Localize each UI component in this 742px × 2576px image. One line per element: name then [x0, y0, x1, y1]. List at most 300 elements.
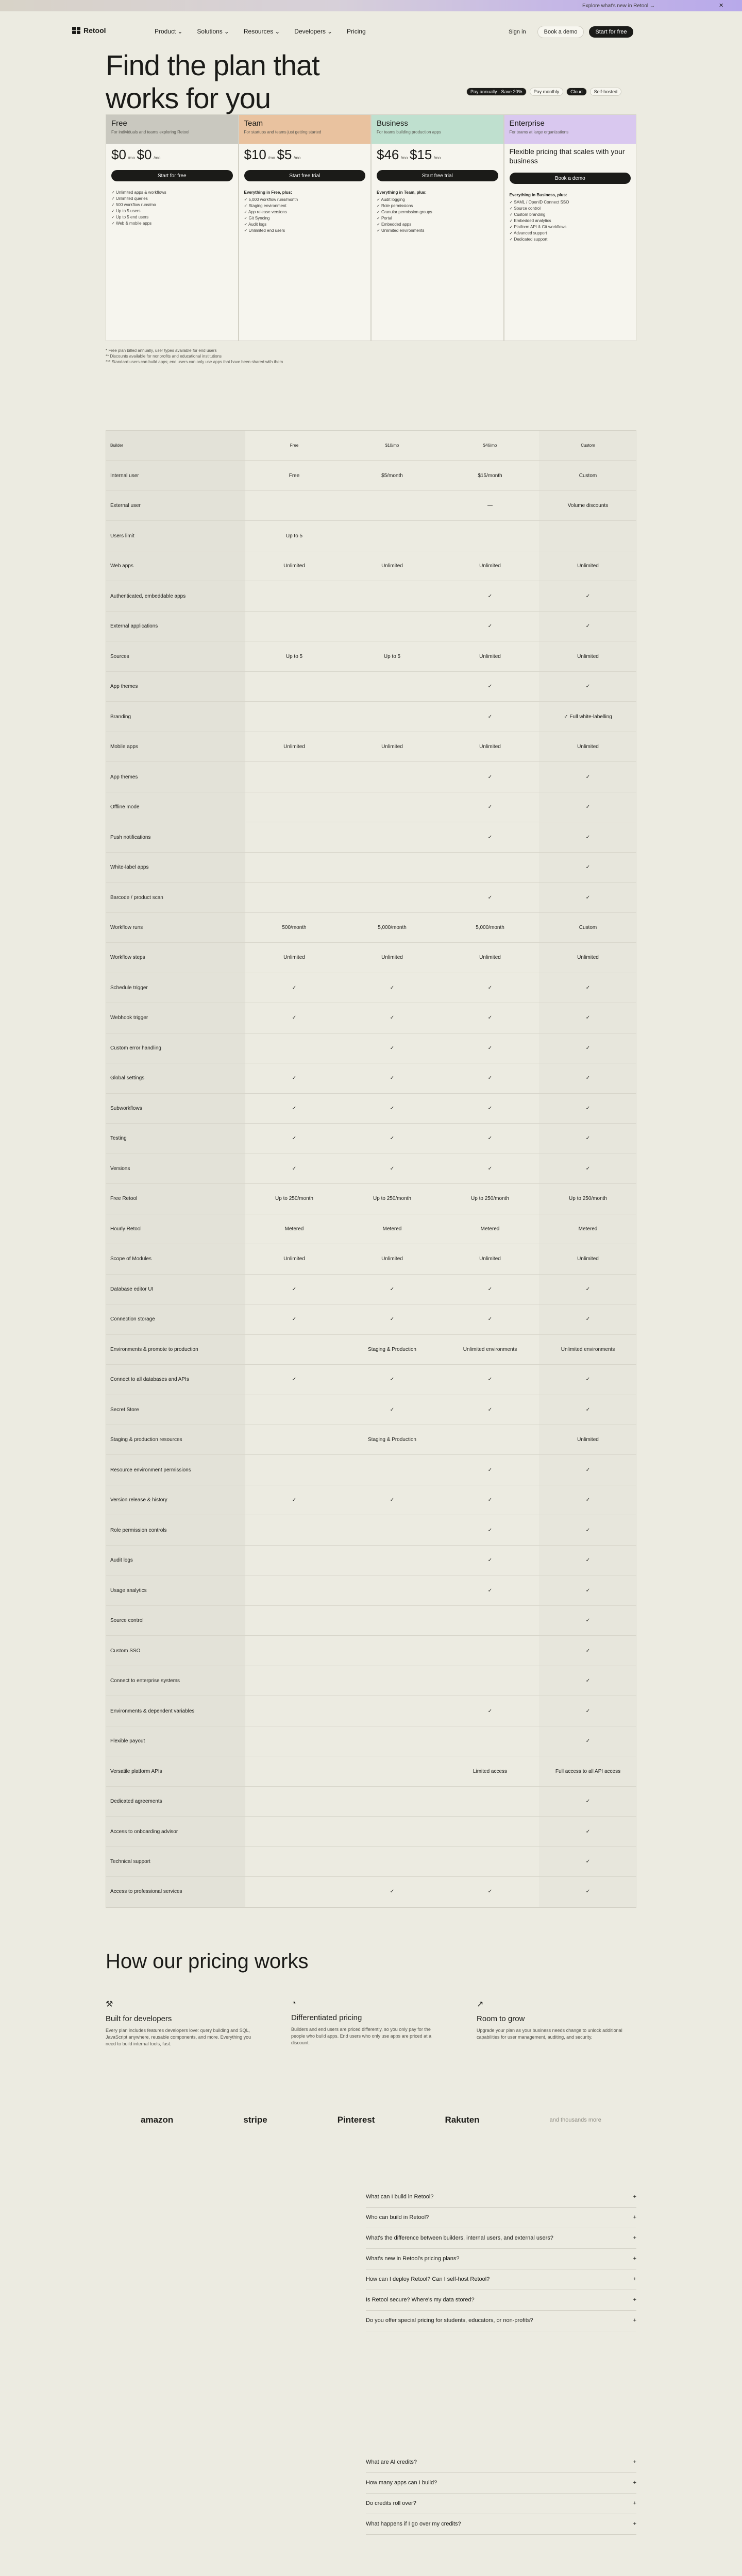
- table-cell: ✓: [292, 1316, 297, 1323]
- row-label: Custom error handling: [106, 1033, 245, 1063]
- table-cell: Custom: [539, 431, 637, 460]
- feature-item: ✓ Unlimited apps & workflows: [111, 190, 233, 196]
- table-row: [106, 1124, 636, 1154]
- table-cell: Unlimited environments: [539, 1335, 637, 1364]
- row-label: Schedule trigger: [106, 973, 245, 1003]
- plus-icon: +: [633, 2317, 636, 2324]
- table-cell: ✓: [292, 1497, 297, 1503]
- table-cell: ✓: [487, 684, 493, 690]
- row-label: Version release & history: [106, 1485, 245, 1515]
- table-cell: [343, 1666, 441, 1696]
- table-cell: Unlimited: [539, 641, 637, 671]
- table-cell: ✓: [487, 1708, 493, 1714]
- row-label: Environments & dependent variables: [106, 1696, 245, 1725]
- faq-item[interactable]: [366, 2514, 636, 2535]
- faq-item[interactable]: [366, 2269, 636, 2290]
- table-cell: [441, 1787, 539, 1816]
- pinterest-logo: Pinterest: [337, 2115, 375, 2125]
- table-cell: [441, 1666, 539, 1696]
- feature-item: ✓ Unlimited queries: [111, 196, 233, 202]
- plan-price: $10 /mo $5 /mo: [244, 147, 301, 162]
- feature-item: ✓ Portal: [377, 215, 498, 222]
- row-label: Environments & promote to production: [106, 1335, 245, 1364]
- row-label: Hourly Retool: [106, 1214, 245, 1244]
- table-row: [106, 521, 636, 551]
- table-cell: [343, 612, 441, 641]
- table-cell: ✓: [487, 774, 493, 780]
- row-label: Connection storage: [106, 1304, 245, 1334]
- table-cell: Unlimited: [283, 1256, 305, 1262]
- feature-item: ✓ Embedded apps: [377, 222, 498, 228]
- plan-price: $46 /mo $15 /mo: [377, 147, 441, 162]
- faq-item[interactable]: [366, 2249, 636, 2269]
- table-cell: ✓: [292, 1286, 297, 1292]
- table-cell: [441, 853, 539, 882]
- table-cell: ✓: [487, 1467, 493, 1473]
- feature-item: ✓ Embedded analytics: [510, 218, 631, 224]
- table-cell: ✓: [487, 1075, 493, 1081]
- table-cell: [245, 762, 343, 791]
- start-free-button[interactable]: Start for free: [589, 26, 633, 38]
- table-cell: Metered: [539, 1214, 637, 1244]
- table-cell: [441, 1726, 539, 1756]
- row-label: Flexible payout: [106, 1726, 245, 1756]
- table-cell: 500/month: [282, 924, 307, 930]
- table-cell: Unlimited: [283, 955, 305, 961]
- table-cell: [343, 792, 441, 822]
- plus-icon: +: [633, 2480, 636, 2486]
- table-cell: [245, 853, 343, 882]
- table-cell: [343, 491, 441, 520]
- table-row: [106, 1425, 636, 1455]
- table-cell: [343, 1817, 441, 1846]
- how-col-text: Upgrade your plan as your business needs change to unlock additional capabilities for user management, auditing, and security.: [477, 2028, 622, 2040]
- table-cell: ✓: [539, 1455, 637, 1484]
- table-cell: [343, 672, 441, 701]
- plan-name: Team: [244, 119, 263, 128]
- table-cell: [245, 1756, 343, 1786]
- table-cell: ✓: [539, 1003, 637, 1032]
- row-label: Access to onboarding advisor: [106, 1817, 245, 1846]
- table-header-row: [106, 431, 636, 461]
- table-cell: ✓: [539, 1726, 637, 1756]
- plan-header: [372, 115, 503, 144]
- table-cell: ✓: [487, 834, 493, 840]
- feature-item: ✓ SAML / OpenID Connect SSO: [510, 199, 631, 206]
- table-cell: [245, 1606, 343, 1635]
- faq-question: Is Retool secure? Where's my data stored?: [366, 2297, 475, 2303]
- table-cell: ✓: [539, 762, 637, 791]
- how-col: [291, 1999, 446, 2047]
- table-cell: ✓: [487, 1497, 493, 1503]
- plus-icon: +: [633, 2521, 636, 2527]
- table-row: [106, 1214, 636, 1244]
- table-cell: ✓: [292, 1105, 297, 1111]
- feature-item: ✓ Audit logging: [377, 197, 498, 203]
- feature-item: ✓ Dedicated support: [510, 236, 631, 243]
- table-cell: [245, 1575, 343, 1605]
- how-col-text: Builders and end users are priced differently, so you only pay for the people who build apps. End users who only use apps are priced at a discount.: [291, 2027, 432, 2045]
- table-cell: ✓: [390, 985, 395, 991]
- table-cell: Custom: [539, 461, 637, 490]
- table-row: [106, 1365, 636, 1395]
- row-label: Scope of Modules: [106, 1244, 245, 1274]
- table-cell: [245, 1546, 343, 1575]
- feature-item: ✓ Role permissions: [377, 203, 498, 209]
- plus-icon: +: [633, 2214, 636, 2221]
- table-cell: ✓: [390, 1136, 395, 1142]
- table-cell: ✓: [487, 1165, 493, 1172]
- table-cell: [343, 1726, 441, 1756]
- table-cell: ✓: [292, 985, 297, 991]
- row-label: Push notifications: [106, 822, 245, 852]
- close-icon[interactable]: ✕: [719, 3, 724, 9]
- table-cell: ✓: [487, 1316, 493, 1323]
- table-row: [106, 913, 636, 943]
- growth-icon: ↗: [477, 2000, 484, 2009]
- plan-cta-button[interactable]: Start free trial: [377, 170, 498, 181]
- table-row: [106, 1455, 636, 1485]
- plan-features: [504, 188, 636, 247]
- faq-question: How many apps can I build?: [366, 2480, 437, 2486]
- toggle-cloud[interactable]: Cloud: [566, 88, 587, 96]
- table-row: [106, 551, 636, 581]
- table-cell: ✓: [539, 883, 637, 912]
- chevron-down-icon: ⌄: [327, 28, 333, 35]
- footnote: ** Discounts available for nonprofits and educational institutions: [106, 354, 222, 359]
- faq-item[interactable]: [366, 2494, 636, 2514]
- table-cell: ✓: [390, 1015, 395, 1021]
- plan-cta-button[interactable]: Start free trial: [244, 170, 366, 181]
- row-label: External user: [106, 491, 245, 520]
- table-row: [106, 1877, 636, 1907]
- faq-item[interactable]: [366, 2290, 636, 2311]
- table-row: [106, 822, 636, 852]
- table-row: [106, 612, 636, 641]
- row-label: Connect to enterprise systems: [106, 1666, 245, 1696]
- row-label: Dedicated agreements: [106, 1787, 245, 1816]
- row-label: Web apps: [106, 551, 245, 581]
- table-cell: [441, 1817, 539, 1846]
- table-cell: ✓: [487, 1406, 493, 1413]
- table-cell: [245, 1817, 343, 1846]
- table-cell: ✓: [487, 985, 493, 991]
- table-cell: Unlimited: [539, 732, 637, 761]
- faq-question: What happens if I go over my credits?: [366, 2521, 461, 2527]
- amazon-logo: amazon: [141, 2115, 174, 2125]
- table-cell: Metered: [480, 1226, 500, 1232]
- table-cell: ✓: [539, 1847, 637, 1876]
- table-row: [106, 1485, 636, 1515]
- toggle-monthly[interactable]: Pay monthly: [530, 88, 564, 96]
- table-cell: [245, 1455, 343, 1484]
- chevron-down-icon: ⌄: [177, 28, 183, 35]
- table-cell: [343, 1546, 441, 1575]
- plan-footnotes: [106, 348, 636, 365]
- row-label: Technical support: [106, 1847, 245, 1876]
- table-cell: ✓: [390, 1316, 395, 1323]
- plus-icon: +: [633, 2276, 636, 2282]
- table-cell: [245, 612, 343, 641]
- plus-icon: +: [633, 2256, 636, 2262]
- table-cell: [245, 1726, 343, 1756]
- row-label: Free Retool: [106, 1184, 245, 1213]
- row-label: Testing: [106, 1124, 245, 1153]
- faq-question: What are AI credits?: [366, 2459, 417, 2465]
- page-title: Find the plan that works for you: [106, 49, 319, 114]
- table-row: [106, 1304, 636, 1334]
- faq-item[interactable]: [366, 2228, 636, 2249]
- table-cell: [245, 1636, 343, 1665]
- feature-item: ✓ Source control: [510, 206, 631, 212]
- signin-link[interactable]: Sign in: [509, 29, 526, 35]
- how-pricing-title: How our pricing works: [106, 1950, 309, 1973]
- row-label: Branding: [106, 702, 245, 731]
- table-row: [106, 1275, 636, 1304]
- table-row: [106, 1696, 636, 1726]
- plus-icon: +: [633, 2194, 636, 2200]
- table-cell: [245, 491, 343, 520]
- plan-header: [504, 115, 636, 144]
- table-row: [106, 1063, 636, 1093]
- table-cell: ✓: [487, 714, 493, 720]
- table-cell: Unlimited environments: [463, 1346, 517, 1352]
- toggle-selfhosted[interactable]: Self-hosted: [590, 88, 622, 96]
- table-cell: [245, 581, 343, 611]
- table-cell: Free: [289, 472, 300, 479]
- table-cell: 5,000/month: [476, 924, 504, 930]
- table-cell: Up to 5: [285, 533, 303, 539]
- feature-item: ✓ Unlimited environments: [377, 228, 498, 234]
- table-cell: [245, 883, 343, 912]
- table-cell: $46/mo: [483, 443, 497, 448]
- row-label: External applications: [106, 612, 245, 641]
- table-cell: ✓: [539, 1063, 637, 1093]
- row-label: Webhook trigger: [106, 1003, 245, 1032]
- row-label: App themes: [106, 672, 245, 701]
- table-cell: ✓: [539, 1546, 637, 1575]
- table-row: [106, 792, 636, 822]
- toggle-annual[interactable]: Pay annually · Save 20%: [466, 88, 527, 96]
- table-cell: $5/month: [381, 472, 403, 479]
- table-cell: [245, 1395, 343, 1425]
- table-cell: ✓: [487, 1889, 493, 1895]
- table-row: [106, 1756, 636, 1786]
- table-cell: $10/mo: [385, 443, 399, 448]
- row-label: Usage analytics: [106, 1575, 245, 1605]
- logo[interactable]: [72, 26, 106, 35]
- table-row: [106, 1787, 636, 1817]
- how-col-text: Every plan includes features developers love: query building and SQL, JavaScript anywhere, reusable components, and more. Everything you need to build internal tools, fast.: [106, 2028, 251, 2046]
- table-row: [106, 581, 636, 611]
- table-row: [106, 853, 636, 883]
- plan-card-enterprise: [504, 114, 637, 341]
- nav-link-developers[interactable]: Developers ⌄: [294, 28, 333, 35]
- faq-item[interactable]: [366, 2311, 636, 2331]
- customer-logos: [106, 2115, 636, 2125]
- table-cell: [245, 1847, 343, 1876]
- table-cell: ✓: [390, 1889, 395, 1895]
- faq-item[interactable]: [366, 2473, 636, 2494]
- plan-header: [106, 115, 238, 144]
- feature-item: ✓ Up to 5 end users: [111, 214, 233, 221]
- banner-text[interactable]: Explore what's new in Retool →: [582, 3, 655, 9]
- plan-cta-button[interactable]: Book a demo: [510, 173, 631, 184]
- row-label: Role permission controls: [106, 1515, 245, 1545]
- table-cell: ✓: [539, 1787, 637, 1816]
- row-label: Access to professional services: [106, 1877, 245, 1906]
- table-cell: ✓: [292, 1165, 297, 1172]
- plus-icon: +: [633, 2500, 636, 2506]
- table-cell: ✓: [487, 894, 493, 901]
- feature-item: ✓ Staging environment: [244, 203, 366, 209]
- tools-icon: ⚒: [106, 2000, 113, 2009]
- retool-logo-icon: [72, 27, 80, 34]
- table-cell: Unlimited: [283, 563, 305, 569]
- table-cell: Full access to all API access: [539, 1756, 637, 1786]
- faq-general: [366, 2187, 636, 2331]
- how-col: [106, 1999, 260, 2047]
- table-cell: ✓: [487, 593, 493, 599]
- nav-link-pricing[interactable]: Pricing: [347, 28, 366, 35]
- feature-item: ✓ 500 workflow runs/mo: [111, 202, 233, 208]
- table-row: [106, 1395, 636, 1425]
- table-cell: ✓: [487, 623, 493, 630]
- table-cell: [245, 792, 343, 822]
- table-cell: Unlimited: [539, 1244, 637, 1274]
- table-row: [106, 1636, 636, 1666]
- table-cell: [441, 1636, 539, 1665]
- table-cell: [343, 1787, 441, 1816]
- row-label: App themes: [106, 762, 245, 791]
- table-cell: [343, 1575, 441, 1605]
- table-cell: 5,000/month: [378, 924, 407, 930]
- book-demo-button[interactable]: Book a demo: [537, 26, 584, 38]
- plan-price: Flexible pricing that scales with your business: [509, 147, 625, 165]
- plan-cta-button[interactable]: Start for free: [111, 170, 233, 181]
- table-cell: [343, 822, 441, 852]
- more-customers-text: and thousands more: [549, 2117, 601, 2123]
- rakuten-logo: Rakuten: [445, 2115, 480, 2125]
- table-cell: Unlimited: [381, 744, 403, 750]
- table-cell: Unlimited: [283, 744, 305, 750]
- faq-credits: [366, 2452, 636, 2535]
- table-cell: ✓: [539, 1395, 637, 1425]
- plan-features: [372, 185, 503, 238]
- row-label: Workflow runs: [106, 913, 245, 942]
- table-cell: ✓: [539, 853, 637, 882]
- row-label: Staging & production resources: [106, 1425, 245, 1454]
- feature-item: ✓ Git Syncing: [244, 215, 366, 222]
- table-cell: Unlimited: [479, 1256, 501, 1262]
- chevron-down-icon: ⌄: [224, 28, 229, 35]
- how-col-title: Differentiated pricing: [291, 2013, 362, 2022]
- table-cell: ✓: [539, 581, 637, 611]
- table-cell: ✓: [390, 1286, 395, 1292]
- chevron-down-icon: ⌄: [275, 28, 280, 35]
- faq-question: What can I build in Retool?: [366, 2194, 434, 2200]
- row-label: White-label apps: [106, 853, 245, 882]
- faq-question: Do credits roll over?: [366, 2500, 416, 2506]
- table-row: [106, 943, 636, 973]
- nav-link-solutions[interactable]: Solutions ⌄: [197, 28, 229, 35]
- feature-item: ✓ Web & mobile apps: [111, 221, 233, 227]
- faq-item[interactable]: [366, 2187, 636, 2208]
- table-cell: [245, 1666, 343, 1696]
- table-cell: ✓: [390, 1165, 395, 1172]
- table-cell: Staging & Production: [368, 1437, 416, 1443]
- footnote: *** Standard users can build apps; end users can only use apps that have been shared with them: [106, 360, 283, 364]
- row-label: Audit logs: [106, 1546, 245, 1575]
- row-label: Workflow steps: [106, 943, 245, 972]
- table-row: [106, 1033, 636, 1063]
- plan-header: [239, 115, 371, 144]
- table-cell: Unlimited: [479, 955, 501, 961]
- table-cell: Limited access: [473, 1768, 508, 1774]
- nav-link-product[interactable]: Product ⌄: [155, 28, 183, 35]
- feature-item: ✓ Platform API & Git workflows: [510, 224, 631, 230]
- feature-item: ✓ 5,000 workflow runs/month: [244, 197, 366, 203]
- table-cell: ✓: [487, 1286, 493, 1292]
- table-cell: Up to 250/month: [539, 1184, 637, 1213]
- table-cell: Unlimited: [539, 551, 637, 581]
- table-cell: ✓: [539, 973, 637, 1003]
- row-label: Custom SSO: [106, 1636, 245, 1665]
- table-row: [106, 1335, 636, 1365]
- footnote: * Free plan billed annually, user types available for end users: [106, 348, 217, 353]
- how-col-title: Room to grow: [477, 2014, 525, 2023]
- table-cell: [441, 1606, 539, 1635]
- table-cell: ✓: [539, 612, 637, 641]
- feature-item: ✓ Granular permission groups: [377, 209, 498, 215]
- table-cell: [343, 702, 441, 731]
- faq-question: Do you offer special pricing for students, educators, or non-profits?: [366, 2317, 533, 2324]
- how-pricing-columns: [106, 1999, 636, 2047]
- faq-item[interactable]: [366, 2208, 636, 2228]
- plan-desc: For teams at large organizations: [509, 130, 569, 134]
- row-label: Connect to all databases and APIs: [106, 1365, 245, 1394]
- stripe-logo: stripe: [243, 2115, 267, 2125]
- plan-desc: For startups and teams just getting started: [244, 130, 322, 134]
- table-cell: [343, 1636, 441, 1665]
- table-cell: $15/month: [478, 472, 502, 479]
- table-cell: [343, 1455, 441, 1484]
- plus-icon: +: [633, 2459, 636, 2465]
- table-cell: ✓: [539, 672, 637, 701]
- table-cell: ✓: [487, 1377, 493, 1383]
- table-cell: ✓: [390, 1406, 395, 1413]
- table-cell: Up to 250/month: [275, 1196, 313, 1202]
- table-cell: ✓: [487, 1045, 493, 1051]
- row-label: Versions: [106, 1154, 245, 1183]
- nav-link-resources[interactable]: Resources ⌄: [243, 28, 280, 35]
- row-label: Builder: [106, 431, 245, 460]
- plan-name: Business: [377, 119, 408, 128]
- table-cell: [343, 581, 441, 611]
- table-cell: ✓: [487, 1557, 493, 1564]
- table-cell: ✓: [390, 1377, 395, 1383]
- plan-name: Enterprise: [509, 119, 545, 128]
- plan-features: [239, 185, 371, 238]
- table-cell: [343, 1696, 441, 1725]
- faq-item[interactable]: [366, 2452, 636, 2473]
- plan-card-team: [239, 114, 372, 341]
- table-cell: [245, 672, 343, 701]
- announcement-banner[interactable]: [0, 0, 742, 11]
- row-label: Internal user: [106, 461, 245, 490]
- row-label: Global settings: [106, 1063, 245, 1093]
- table-cell: [245, 702, 343, 731]
